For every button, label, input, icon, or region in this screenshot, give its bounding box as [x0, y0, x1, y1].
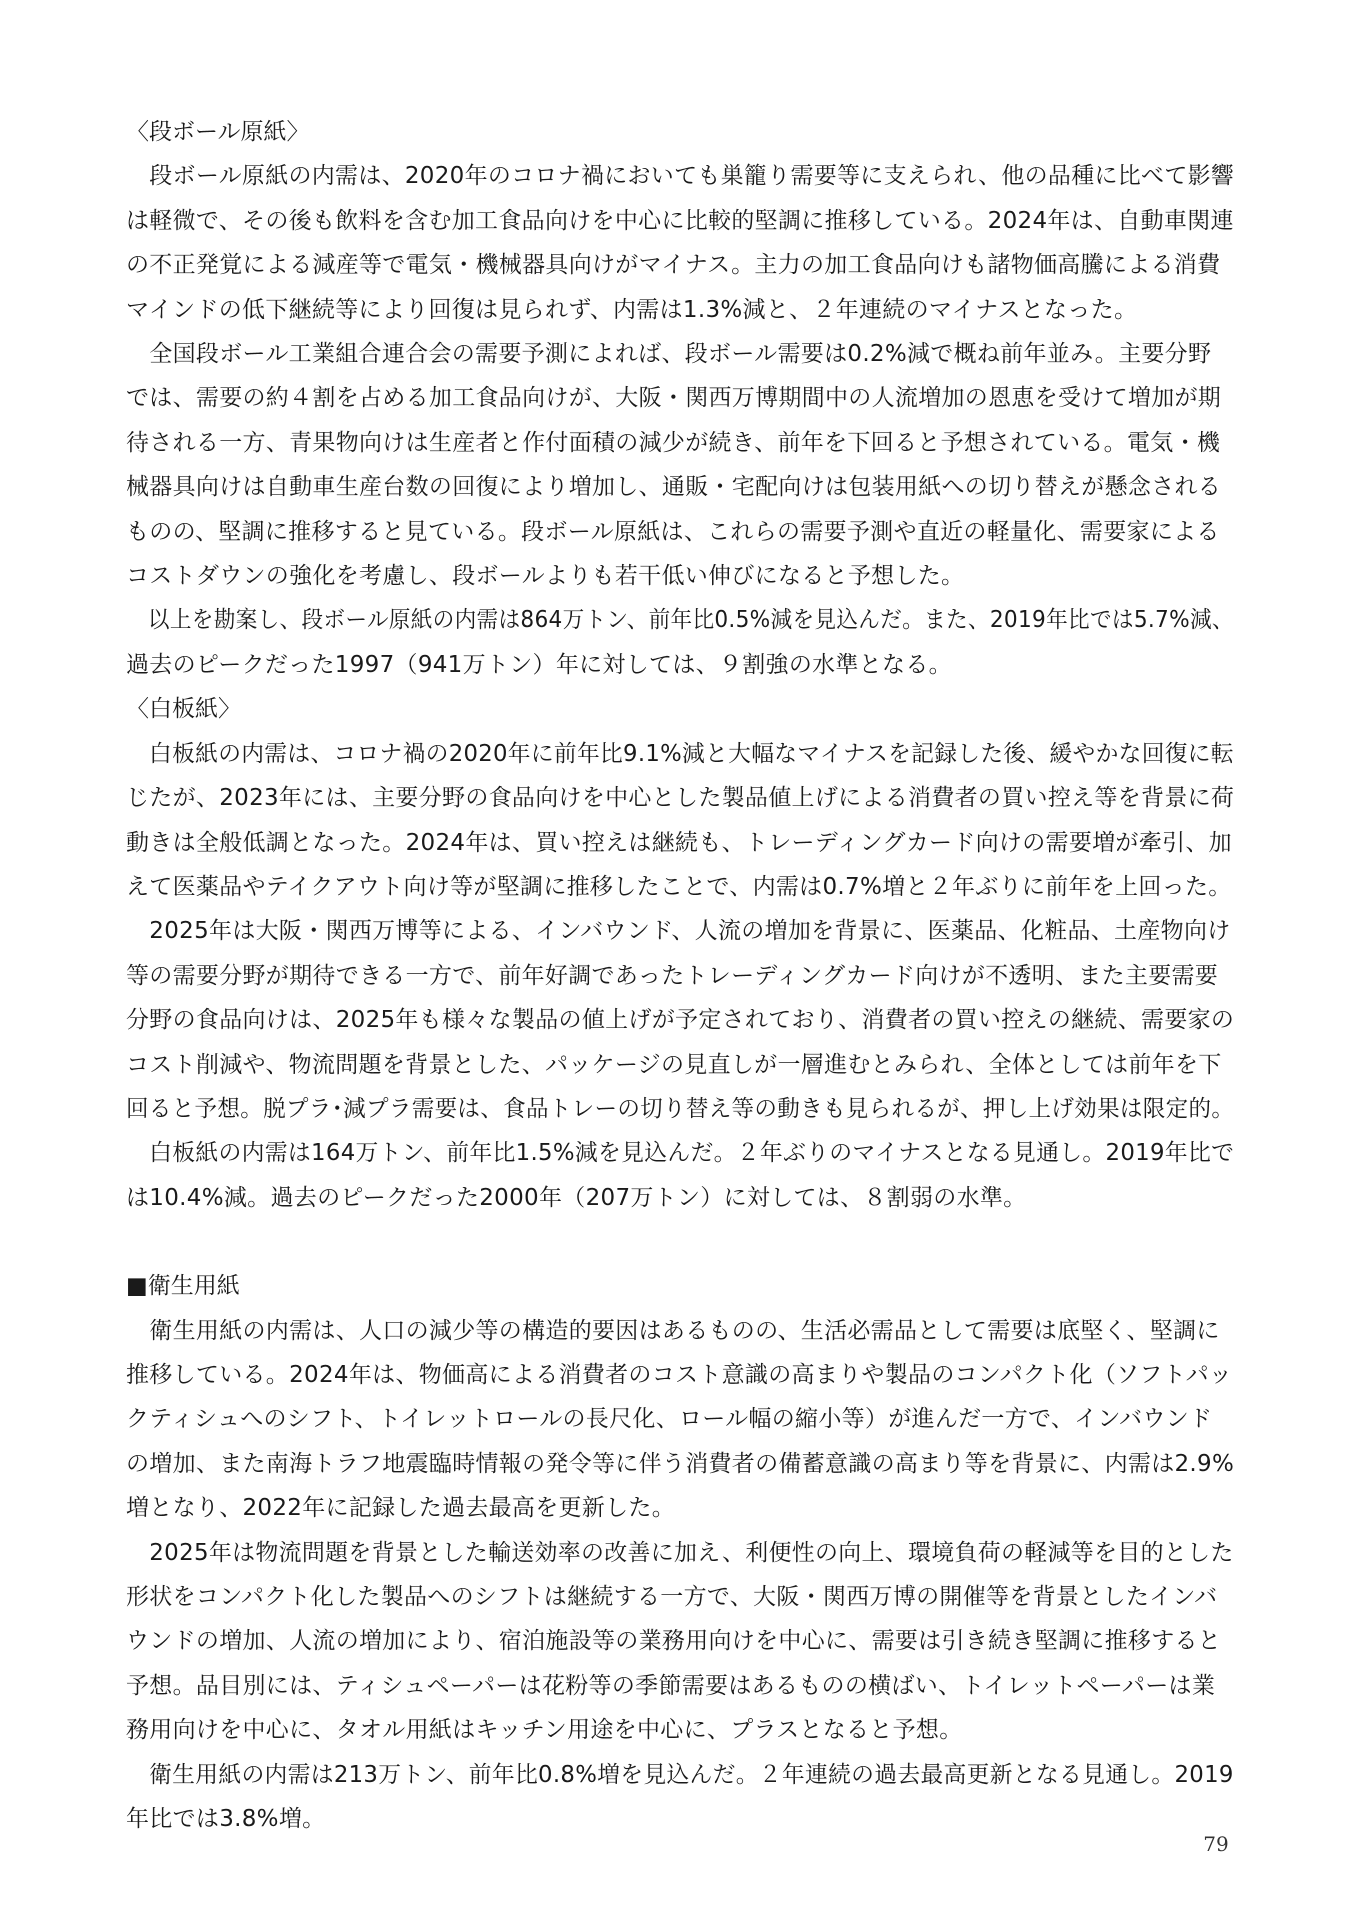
- text-line: 白板紙の内需は、コロナ禍の2020年に前年比9.1%減と大幅なマイナスを記録した後、緩やかな回復に転: [126, 740, 1234, 767]
- sanitary-paragraph-2: [126, 1531, 1234, 1753]
- text-line: 衛生用紙の内需は、人口の減少等の構造的要因はあるものの、生活必需品として需要は底堅く、堅調に: [126, 1317, 1220, 1344]
- text-line: 全国段ボール工業組合連合会の需要予測によれば、段ボール需要は0.2%減で概ね前年並み。主要分野: [126, 341, 1212, 368]
- whiteboard-paragraph-2: [126, 909, 1234, 1131]
- text-line: 形状をコンパクト化した製品へのシフトは継続する一方で、大阪・関西万博の開催等を背景としたインバ: [126, 1584, 1218, 1610]
- text-line: 以上を勘案し、段ボール原紙の内需は864万トン、前年比0.5%減を見込んだ。また、2019年比では5.7%減、: [126, 607, 1234, 634]
- text-line: の増加、また南海トラフ地震臨時情報の発令等に伴う消費者の備蓄意識の高まり等を背景に、内需は2.9%: [126, 1450, 1235, 1477]
- text-line: じたが、2023年には、主要分野の食品向けを中心とした製品値上げによる消費者の買い控え等を背景に荷: [126, 785, 1235, 812]
- text-line: の不正発覚による減産等で電気・機械器具向けがマイナス。主力の加工食品向けも諸物価高騰による消費: [126, 252, 1221, 279]
- text-line: 動きは全般低調となった。2024年は、買い控えは継続も、トレーディングカード向けの需要増が牽引、加: [126, 829, 1232, 856]
- text-line: コスト削減や、物流問題を背景とした、パッケージの見直しが一層進むとみられ、全体としては前年を下: [126, 1051, 1222, 1078]
- cardboard-paragraph-3: [126, 598, 1234, 687]
- text-line: 増となり、2022年に記録した過去最高を更新した。: [126, 1495, 676, 1522]
- text-line: えて医薬品やテイクアウト向け等が堅調に推移したことで、内需は0.7%増と２年ぶりに前年を上回った。: [126, 873, 1232, 900]
- text-line: 械器具向けは自動車生産台数の回復により増加し、通販・宅配向けは包装用紙への切り替えが懸念される: [126, 474, 1222, 501]
- text-line: 待される一方、青果物向けは生産者と作付面積の減少が続き、前年を下回ると予想されている。電気・機: [126, 429, 1221, 456]
- whiteboard-paragraph-1: [126, 732, 1234, 910]
- document-body: [126, 110, 1234, 1841]
- text-line: クティシュへのシフト、トイレットロールの長尺化、ロール幅の縮小等）が進んだ一方で、インバウンド: [126, 1406, 1213, 1433]
- text-line: 回ると予想。脱プラ･減プラ需要は、食品トレーの切り替え等の動きも見られるが、押し上げ効果は限定的。: [126, 1095, 1235, 1122]
- text-line: 2025年は大阪・関西万博等による、インバウンド、人流の増加を背景に、医薬品、化粧品、土産物向け: [126, 918, 1231, 945]
- text-line: では、需要の約４割を占める加工食品向けが、大阪・関西万博期間中の人流増加の恩恵を受けて増加が期: [126, 385, 1222, 412]
- text-line: は軽微で、その後も飲料を含む加工食品向けを中心に比較的堅調に推移している。2024年は、自動車関連: [126, 207, 1234, 234]
- sanitary-heading: ■衛生用紙: [126, 1273, 240, 1300]
- sanitary-paragraph-1: [126, 1309, 1234, 1531]
- cardboard-paragraph-2: [126, 332, 1234, 598]
- text-line: 予想。品目別には、ティシュペーパーは花粉等の季節需要はあるものの横ばい、トイレットペーパーは業: [126, 1672, 1216, 1699]
- text-line: 推移している。2024年は、物価高による消費者のコスト意識の高まりや製品のコンパクト化（ソフトパッ: [126, 1361, 1233, 1388]
- text-line: は10.4%減。過去のピークだった2000年（207万トン）に対しては、８割弱の水準。: [126, 1184, 1027, 1211]
- text-line: ウンドの増加、人流の増加により、宿泊施設等の業務用向けを中心に、需要は引き続き堅調に推移すると: [126, 1628, 1222, 1655]
- text-line: 2025年は物流問題を背景とした輸送効率の改善に加え、利便性の向上、環境負荷の軽減等を目的とした: [126, 1539, 1234, 1566]
- text-line: 過去のピークだった1997（941万トン）年に対しては、９割強の水準となる。: [126, 651, 952, 678]
- cardboard-paragraph-1: [126, 154, 1234, 332]
- text-line: 段ボール原紙の内需は、2020年のコロナ禍においても巣籠り需要等に支えられ、他の品種に比べて影響: [126, 163, 1235, 190]
- cardboard-heading: 〈段ボール原紙〉: [126, 119, 310, 145]
- text-line: ものの、堅調に推移すると見ている。段ボール原紙は、これらの需要予測や直近の軽量化、需要家による: [126, 518, 1220, 545]
- text-line: 務用向けを中心に、タオル用紙はキッチン用途を中心に、プラスとなると予想。: [126, 1717, 963, 1744]
- text-line: マインドの低下継続等により回復は見られず、内需は1.3%減と、２年連続のマイナスとなった。: [126, 296, 1138, 323]
- page-number: 79: [1203, 1832, 1229, 1856]
- text-line: コストダウンの強化を考慮し、段ボールよりも若干低い伸びになると予想した。: [126, 563, 965, 590]
- text-line: 白板紙の内需は164万トン、前年比1.5%減を見込んだ。２年ぶりのマイナスとなる見通し。2019年比で: [126, 1140, 1235, 1167]
- text-line: 年比では3.8%増。: [126, 1806, 326, 1833]
- whiteboard-heading: 〈白板紙〉: [126, 696, 241, 723]
- text-line: 衛生用紙の内需は213万トン、前年比0.8%増を見込んだ。２年連続の過去最高更新となる見通し。2019: [126, 1761, 1234, 1788]
- sanitary-paragraph-3: [126, 1753, 1234, 1842]
- text-line: 等の需要分野が期待できる一方で、前年好調であったトレーディングカード向けが不透明、また主要需要: [126, 962, 1219, 989]
- whiteboard-paragraph-3: [126, 1131, 1234, 1220]
- text-line: 分野の食品向けは、2025年も様々な製品の値上げが予定されており、消費者の買い控えの継続、需要家の: [126, 1007, 1235, 1034]
